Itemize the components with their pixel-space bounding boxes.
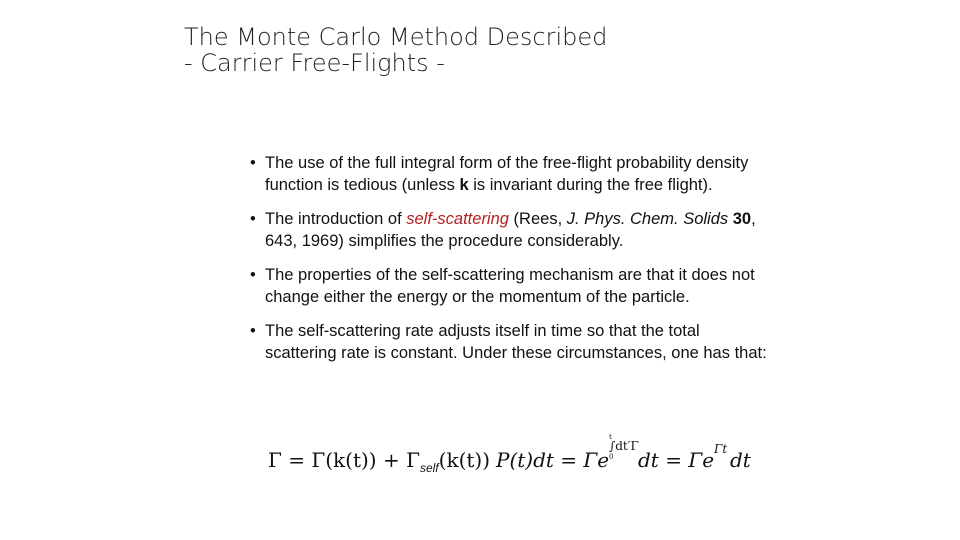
gamma-definition [268,448,490,475]
integral-upper-limit: t [609,433,612,441]
highlighted-term: self-scattering [406,210,509,228]
title-line-1: The Monte Carlo Method Described [184,23,608,51]
probability-middle: dt = Γe [638,448,715,472]
journal-name: J. Phys. Chem. Solids [566,210,729,228]
equations [266,433,766,486]
integral-lower-limit: 0 [609,453,614,461]
probability-tail: dt [730,448,751,472]
bullet-text: The properties of the self-scattering mechanism are that it does not change either the energy or the momentum of the particle. [265,266,755,306]
bullet-list [250,152,770,376]
exponent-gamma-t: Γt [714,442,728,456]
bullet-text: is invariant during the free flight). [468,176,713,194]
bullet-marker: • [250,266,256,284]
self-subscript: self [419,461,439,475]
journal-volume: 30 [732,210,752,228]
gamma-definition-tail: (k(t)) [438,448,491,472]
bullet-marker: • [250,322,256,340]
bullet-item-4 [250,320,770,364]
bullet-text: (Rees, [508,210,567,228]
bold-symbol-k: k [459,176,469,194]
bullet-text: The use of the full integral form of the free-flight probability density function is tedious (unless [265,154,749,194]
bullet-text: The self-scattering rate adjusts itself in time so that the total scattering rate is constant. Under these circumstances, one has that: [265,322,767,362]
bullet-item-1 [250,152,770,196]
bullet-item-2 [250,208,770,252]
bullet-item-3 [250,264,770,308]
gamma-definition-text: Γ = Γ(k(t)) + Γ [268,448,420,472]
slide-title [184,24,784,76]
bullet-marker: • [250,154,256,172]
bullet-text: , 643, 1969) simplifies the procedure considerably. [265,210,756,250]
title-line-2: - Carrier Free-Flights - [184,49,445,77]
bullet-text: The introduction of [265,210,407,228]
probability-lhs: P(t)dt = Γe [496,448,610,472]
bullet-marker: • [250,210,256,228]
exponent-integral: ∫dt′Γ [609,439,639,453]
